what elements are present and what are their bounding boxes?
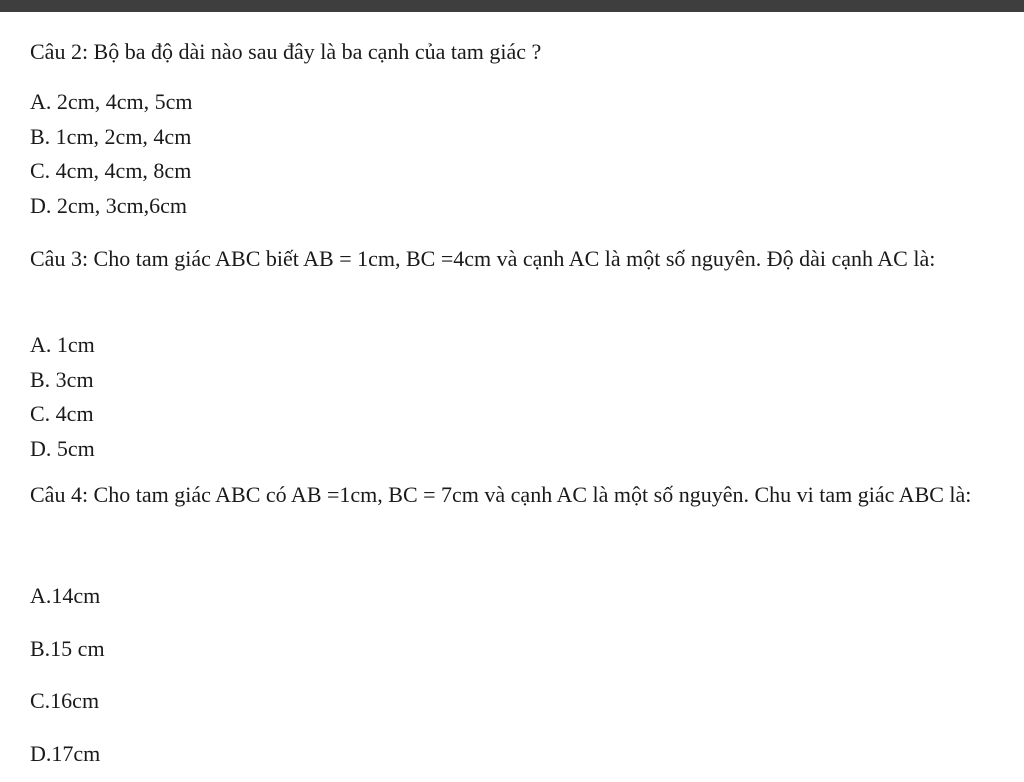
question-2-option-b: B. 1cm, 2cm, 4cm [30, 123, 192, 149]
question-2-option-d: D. 2cm, 3cm,6cm [30, 192, 188, 218]
question-3-option-c: C. 4cm [30, 401, 94, 426]
question-3-text: Câu 3: Cho tam giác ABC biết AB = 1cm, BC =4cm và cạnh AC là một số nguyên. Độ dài cạnh AC là: [30, 246, 936, 271]
top-border-bar [0, 0, 1024, 12]
question-4-option-b: B.15 cm [30, 635, 105, 661]
question-4-text: Câu 4: Cho tam giác ABC có AB =1cm, BC = 7cm và cạnh AC là một số nguyên. Chu vi tam giác ABC là: [30, 482, 972, 507]
question-4-option-c: C.16cm [30, 688, 100, 713]
question-3-options [30, 328, 95, 466]
question-4-option-a: A.14cm [30, 583, 101, 608]
question-2-option-a: A. 2cm, 4cm, 5cm [30, 89, 193, 114]
question-2-text: Câu 2: Bộ ba độ dài nào sau đây là ba cạnh của tam giác ? [30, 39, 542, 64]
question-3-option-b: B. 3cm [30, 366, 94, 392]
question-3-option-a: A. 1cm [30, 332, 95, 357]
question-2-option-c: C. 4cm, 4cm, 8cm [30, 158, 192, 183]
question-3-option-d: D. 5cm [30, 435, 95, 461]
question-4-option-d: D.17cm [30, 740, 101, 766]
question-4-options [30, 570, 105, 780]
question-2-options [30, 85, 193, 223]
